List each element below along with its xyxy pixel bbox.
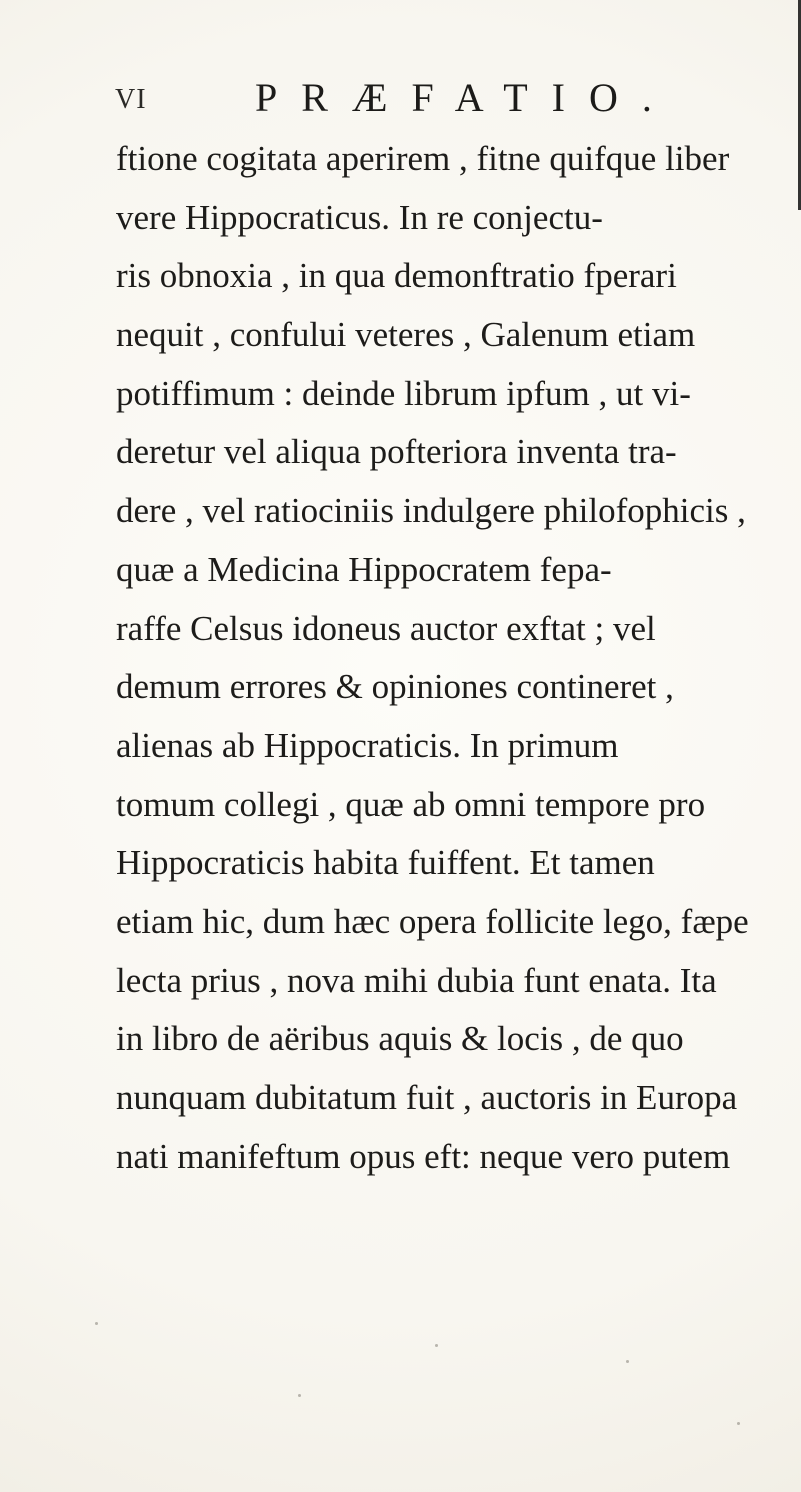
text-line: Hippocraticis habita fuiffent. Et tamen <box>116 843 655 883</box>
paper-speck <box>435 1344 438 1347</box>
text-line: demum errores & opiniones contineret , <box>116 667 674 707</box>
text-line: vere Hippocraticus. In re conjectu- <box>116 197 603 237</box>
text-line: ftione cogitata aperirem , fitne quifque liber <box>116 139 730 178</box>
text-line: in libro de aëribus aquis & locis , de quo <box>116 1019 684 1059</box>
paper-speck <box>298 1394 301 1397</box>
text-line: nequit , confului veteres , Galenum etiam <box>116 315 696 355</box>
text-line: raffe Celsus idoneus auctor exftat ; vel <box>116 608 656 648</box>
text-line: nati manifeftum opus eft: neque vero putem <box>116 1136 731 1176</box>
body-text <box>116 130 776 1186</box>
running-title: PRÆFATIO. <box>255 75 676 120</box>
paper-speck <box>95 1322 98 1325</box>
paper-texture-marks <box>0 1320 801 1492</box>
paper-speck <box>626 1360 629 1363</box>
text-line: tomum collegi , quæ ab omni tempore pro <box>116 784 706 824</box>
text-line: nunquam dubitatum fuit , auctoris in Europa <box>116 1078 738 1117</box>
text-line: lecta prius , nova mihi dubia funt enata. Ita <box>116 960 717 1000</box>
text-line: alienas ab Hippocraticis. In primum <box>116 725 619 765</box>
paper-speck <box>737 1422 740 1425</box>
text-line: dere , vel ratiociniis indulgere philofophicis , <box>116 491 746 531</box>
text-line: etiam hic, dum hæc opera follicite lego, fæpe <box>116 901 749 941</box>
text-line: deretur vel aliqua pofteriora inventa tra- <box>116 432 677 472</box>
page-number: VI <box>115 84 147 115</box>
text-line: quæ a Medicina Hippocratem fepa- <box>116 549 612 589</box>
text-line: ris obnoxia , in qua demonftratio fperari <box>116 256 677 296</box>
text-line: potiffimum : deinde librum ipfum , ut vi- <box>116 373 691 413</box>
page-header <box>115 70 675 130</box>
